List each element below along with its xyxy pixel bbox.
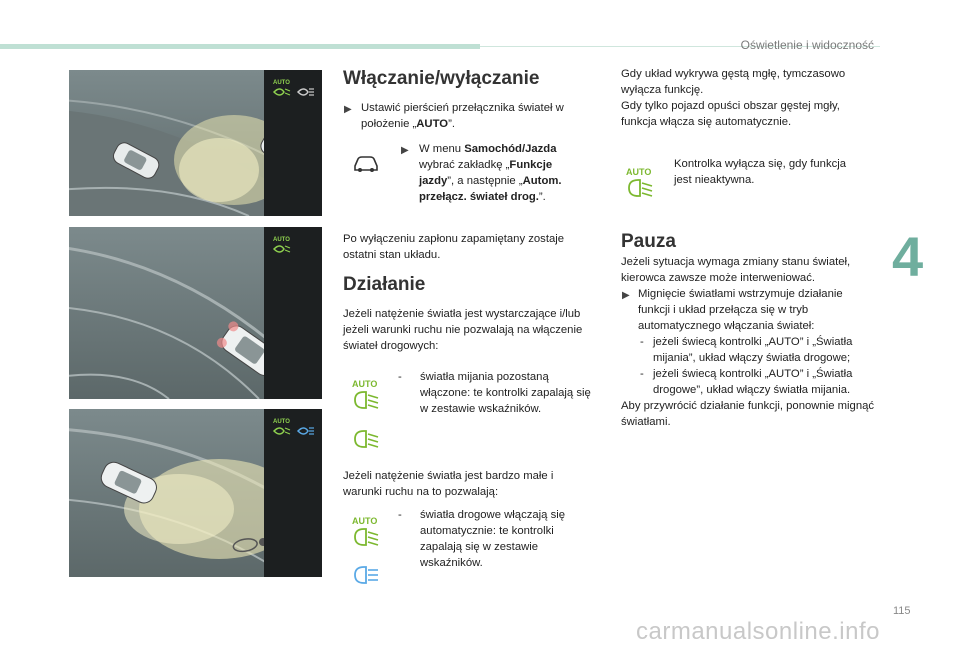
pause-end: Aby przywrócić działanie funkcji, ponownie mignąć światłami. bbox=[621, 400, 875, 428]
illustration-auto-lights bbox=[69, 70, 322, 216]
warning-off-text: Kontrolka wyłącza się, gdy funkcja jest nieaktywna. bbox=[674, 158, 847, 186]
memory-note: Po wyłączeniu zapłonu zapamiętany zostaje ostatni stan układu. bbox=[343, 233, 565, 261]
auto-label: AUTO bbox=[626, 167, 652, 177]
low-beam-icon bbox=[352, 429, 382, 449]
bullet-icon: ▶ bbox=[344, 104, 352, 115]
low-beam-warning-icon bbox=[352, 527, 382, 547]
auto-label: AUTO bbox=[352, 516, 378, 526]
auto-label: AUTO bbox=[352, 379, 378, 389]
header-accent-bar bbox=[0, 44, 480, 49]
list-dash: - bbox=[398, 371, 402, 383]
auto-warning-light-icon bbox=[626, 178, 656, 198]
operation-item-1: światła mijania pozostaną włączone: te kontrolki zapalają się w zestawie wskaźników. bbox=[420, 371, 591, 415]
operation-text-2: Jeżeli natężenie światła jest bardzo małe i warunki ruchu na to pozwalają: bbox=[343, 470, 554, 498]
illustration-high-beam bbox=[69, 409, 322, 577]
step-set-ring: Ustawić pierścień przełącznika świateł w położenie „AUTO”. bbox=[361, 102, 564, 130]
indicator-panel bbox=[264, 70, 322, 216]
auto-indicator-label: AUTO bbox=[273, 80, 290, 86]
operation-item-2: światła drogowe włączają się automatycznie: te kontrolki zapalają się w zestawie wskaźników. bbox=[420, 509, 566, 569]
page-number: 115 bbox=[893, 605, 911, 617]
auto-indicator-label: AUTO bbox=[273, 237, 290, 243]
pause-bullet: Mignięcie światłami wstrzymuje działanie funkcji i układ przełącza się w tryb automatycznego włączania świateł: bbox=[638, 288, 843, 332]
list-dash: - bbox=[398, 509, 402, 521]
indicator-panel bbox=[264, 227, 322, 399]
pause-sub-1: jeżeli świecą kontrolki „AUTO” i „Światła mijania”, układ włączy światła drogowe; bbox=[653, 336, 853, 364]
auto-indicator-label: AUTO bbox=[273, 419, 290, 425]
high-beam-icon bbox=[296, 425, 316, 437]
pause-sub-2: jeżeli świecą kontrolki „AUTO” i „Światła drogowe”, układ włączy światła mijania. bbox=[653, 368, 853, 396]
step-menu: W menu Samochód/Jazda wybrać zakładkę „Funkcje jazdy”, a następnie „Autom. przełącz. świateł drog.”. bbox=[419, 143, 562, 203]
chapter-number: 4 bbox=[892, 225, 924, 288]
low-beam-warning-icon bbox=[352, 390, 382, 410]
heading-on-off: Włączanie/wyłączanie bbox=[343, 68, 540, 89]
illustration-low-beam bbox=[69, 227, 322, 399]
section-title: Oświetlenie i widoczność bbox=[740, 38, 874, 52]
bullet-icon: ▶ bbox=[401, 145, 409, 156]
low-beam-icon bbox=[272, 425, 292, 437]
high-beam-icon bbox=[296, 86, 316, 98]
low-beam-icon bbox=[272, 243, 292, 255]
car-menu-icon bbox=[351, 152, 381, 174]
fog-text: Gdy układ wykrywa gęstą mgłę, tymczasowo wyłącza funkcję. Gdy tylko pojazd opuści obszar gęstej mgły, funkcja włącza się automatycznie. bbox=[621, 68, 846, 128]
list-dash: - bbox=[640, 368, 644, 380]
list-dash: - bbox=[640, 336, 644, 348]
pause-text: Jeżeli sytuacja wymaga zmiany stanu świateł, kierowca zawsze może interweniować. bbox=[621, 256, 851, 284]
high-beam-icon bbox=[352, 565, 382, 585]
low-beam-icon bbox=[272, 86, 292, 98]
operation-text-1: Jeżeli natężenie światła jest wystarczające i/lub jeżeli warunki ruchu nie pozwalają na włączenie świateł drogowych: bbox=[343, 308, 583, 352]
heading-operation: Działanie bbox=[343, 274, 426, 295]
bullet-icon: ▶ bbox=[622, 290, 630, 301]
watermark: carmanualsonline.info bbox=[636, 618, 880, 645]
heading-pause: Pauza bbox=[621, 231, 676, 252]
indicator-panel bbox=[264, 409, 322, 577]
